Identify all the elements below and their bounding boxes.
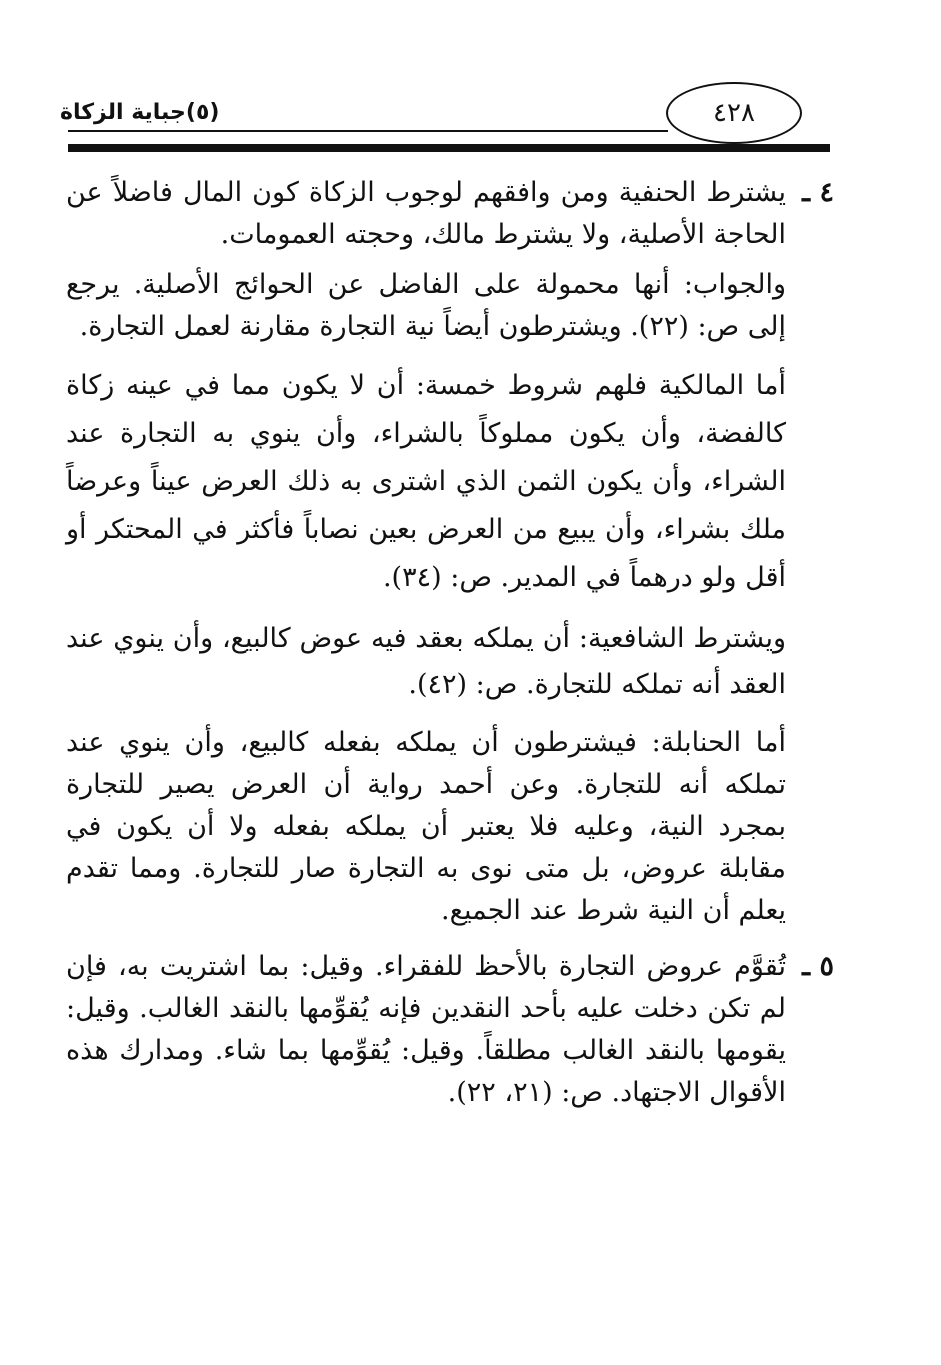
maliki-paragraph: أما المالكية فلهم شروط خمسة: أن لا يكون مما في عينه زكاة كالفضة، وأن يكون مملوكاً بالشراء، وأن ينوي به التجارة عند الشراء، وأن يكون الثمن الذي اشترى به ذلك العرض عيناً وعرضاً ملك بشراء، وأن يبيع من العرض بعين نصاباً فأكثر في المحتكر أو أقل ولو درهماً في المدير. ص: (٣٤). <box>66 370 786 593</box>
shafii-block <box>66 616 834 708</box>
page-header <box>60 82 830 154</box>
shafii-paragraph: ويشترط الشافعية: أن يملكه بعقد فيه عوض كالبيع، وأن ينوي عند العقد أنه تملكه للتجارة. ص: (٤٢). <box>66 623 786 700</box>
item-marker-4: ٤ ـ <box>802 177 834 208</box>
valuation-paragraph: تُقوَّم عروض التجارة بالأحظ للفقراء. وقيل: بما اشتريت به، فإن لم تكن دخلت عليه بأحد النقدين فإنه يُقوِّمها بالنقد الغالب. وقيل: يقومها بالنقد الغالب مطلقاً. وقيل: يُقوِّمها بما شاء. ومدارك هذه الأقوال الاجتهاد. ص: (٢١، ٢٢). <box>66 951 786 1108</box>
hanbali-block <box>66 722 834 932</box>
hanbali-paragraph: أما الحنابلة: فيشترطون أن يملكه بفعله كالبيع، وأن ينوي عند تملكه أنه للتجارة. وعن أحمد رواية أن العرض يصير للتجارة بمجرد النية، وعليه فلا يعتبر أن يملكه بفعله ولا أن يكون في مقابلة عروض، بل متى نوى به التجارة صار للتجارة. ومما تقدم يعلم أن النية شرط عند الجميع. <box>66 727 786 926</box>
running-title: (٥)جباية الزكاة <box>60 100 220 125</box>
list-item-5 <box>66 946 834 1114</box>
header-thin-rule <box>68 130 668 132</box>
item-marker-5: ٥ ـ <box>802 951 834 982</box>
page-number: ٤٢٨ <box>666 82 802 144</box>
header-thick-rule <box>68 144 830 152</box>
item-body-4 <box>66 172 786 348</box>
hanafi-condition-paragraph: يشترط الحنفية ومن وافقهم لوجوب الزكاة كون المال فاضلاً عن الحاجة الأصلية، ولا يشترط مالك، وحجته العمومات. <box>66 177 786 250</box>
page-body <box>66 172 834 1114</box>
maliki-block <box>66 362 834 602</box>
answer-paragraph: والجواب: أنها محمولة على الفاضل عن الحوائج الأصلية. يرجع إلى ص: (٢٢). ويشترطون أيضاً نية التجارة مقارنة لعمل التجارة. <box>66 269 786 342</box>
item-body-5 <box>66 946 786 1114</box>
list-item-4 <box>66 172 834 348</box>
